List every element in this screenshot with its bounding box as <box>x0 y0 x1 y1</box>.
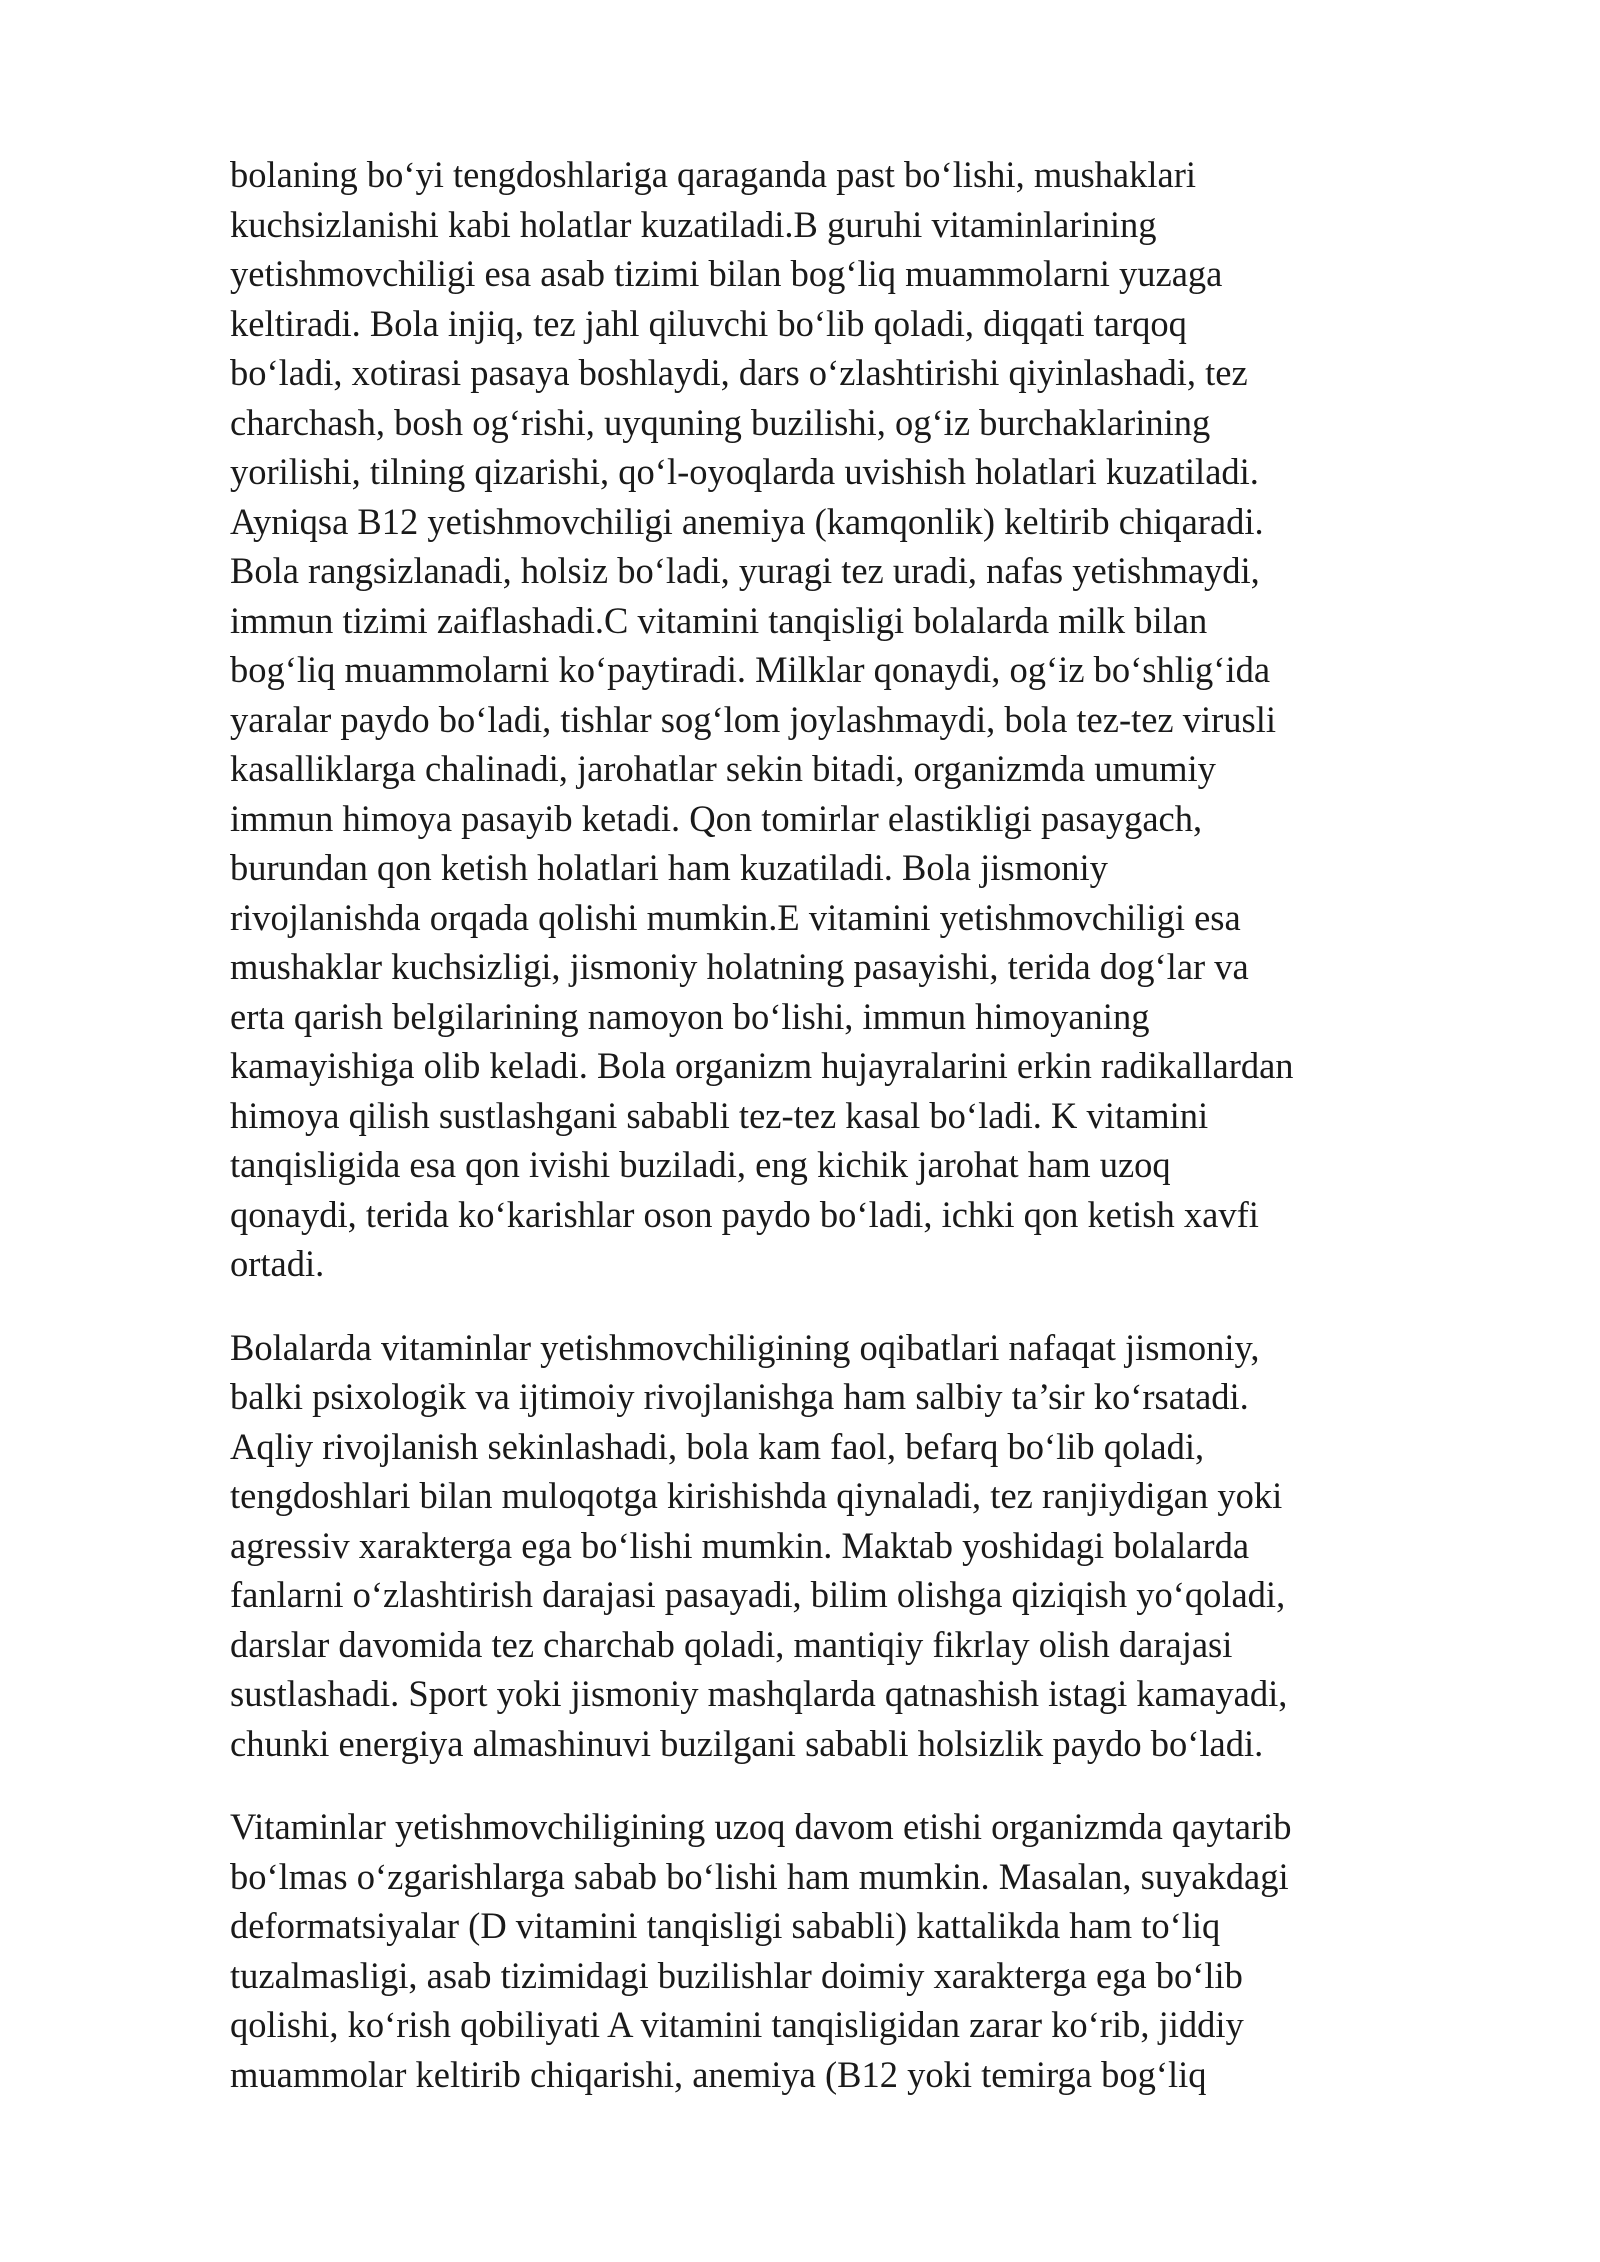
text-line: balki psixologik va ijtimoiy rivojlanishga ham salbiy ta’sir ko‘rsatadi. <box>230 1376 1249 1417</box>
text-line: burundan qon ketish holatlari ham kuzatiladi. Bola jismoniy <box>230 847 1108 888</box>
text-line: bo‘lmas o‘zgarishlarga sabab bo‘lishi ham mumkin. Masalan, suyakdagi <box>230 1855 1289 1897</box>
text-line: bog‘liq muammolarni ko‘paytiradi. Milklar qonaydi, og‘iz bo‘shlig‘ida <box>230 649 1271 690</box>
text-line: fanlarni o‘zlashtirish darajasi pasayadi, bilim olishga qiziqish yo‘qoladi, <box>230 1574 1286 1615</box>
paragraph <box>230 150 1530 1289</box>
text-line: sustlashadi. Sport yoki jismoniy mashqlarda qatnashish istagi kamayadi, <box>230 1673 1288 1714</box>
text-line: qolishi, ko‘rish qobiliyati A vitamini tanqisligidan zarar ko‘rib, jiddiy <box>230 2004 1244 2045</box>
text-line: ortadi. <box>230 1243 325 1284</box>
document-body <box>230 150 1530 2099</box>
text-line: Aqliy rivojlanish sekinlashadi, bola kam faol, befarq bo‘lib qoladi, <box>230 1425 1205 1467</box>
text-line: deformatsiyalar (D vitamini tanqisligi sababli) kattalikda ham to‘liq <box>230 1905 1221 1946</box>
text-line: muammolar keltirib chiqarishi, anemiya (B12 yoki temirga bog‘liq <box>230 2053 1207 2095</box>
text-line: charchash, bosh og‘rishi, uyquning buzilishi, og‘iz burchaklarining <box>230 401 1211 443</box>
text-line: qonaydi, terida ko‘karishlar oson paydo bo‘ladi, ichki qon ketish xavfi <box>230 1193 1259 1235</box>
text-line: darslar davomida tez charchab qoladi, mantiqiy fikrlay olish darajasi <box>230 1623 1233 1665</box>
text-line: kuchsizlanishi kabi holatlar kuzatiladi.B guruhi vitaminlarining <box>230 203 1157 245</box>
text-line: Bolalarda vitaminlar yetishmovchiligining oqibatlari nafaqat jismoniy, <box>230 1326 1260 1368</box>
text-line: mushaklar kuchsizligi, jismoniy holatning pasayishi, terida dog‘lar va <box>230 946 1249 987</box>
text-line: kamayishiga olib keladi. Bola organizm hujayralarini erkin radikallardan <box>230 1045 1294 1086</box>
text-line: Vitaminlar yetishmovchiligining uzoq davom etishi organizmda qaytarib <box>230 1806 1292 1847</box>
text-line: agressiv xarakterga ega bo‘lishi mumkin. Maktab yoshidagi bolalarda <box>230 1524 1250 1566</box>
text-line: bo‘ladi, xotirasi pasaya boshlaydi, dars o‘zlashtirishi qiyinlashadi, tez <box>230 352 1248 393</box>
text-line: Bola rangsizlanadi, holsiz bo‘ladi, yuragi tez uradi, nafas yetishmaydi, <box>230 550 1260 591</box>
text-line: bolaning bo‘yi tengdoshlariga qaraganda past bo‘lishi, mushaklari <box>230 154 1197 195</box>
text-line: yorilishi, tilning qizarishi, qo‘l-oyoqlarda uvishish holatlari kuzatiladi. <box>230 451 1259 492</box>
text-line: tengdoshlari bilan muloqotga kirishishda qiynaladi, tez ranjiydigan yoki <box>230 1475 1283 1516</box>
text-line: immun tizimi zaiflashadi.C vitamini tanqisligi bolalarda milk bilan <box>230 599 1208 641</box>
paragraph <box>230 1802 1530 2099</box>
text-line: yetishmovchiligi esa asab tizimi bilan bog‘liq muammolarni yuzaga <box>230 253 1223 294</box>
text-line: himoya qilish sustlashgani sababli tez-tez kasal bo‘ladi. K vitamini <box>230 1094 1209 1136</box>
text-line: chunki energiya almashinuvi buzilgani sababli holsizlik paydo bo‘ladi. <box>230 1722 1264 1764</box>
text-line: tuzalmasligi, asab tizimidagi buzilishlar doimiy xarakterga ega bo‘lib <box>230 1954 1243 1996</box>
paragraph <box>230 1323 1530 1769</box>
text-line: rivojlanishda orqada qolishi mumkin.E vitamini yetishmovchiligi esa <box>230 896 1241 938</box>
text-line: keltiradi. Bola injiq, tez jahl qiluvchi bo‘lib qoladi, diqqati tarqoq <box>230 302 1187 344</box>
text-line: kasalliklarga chalinadi, jarohatlar sekin bitadi, organizmda umumiy <box>230 748 1216 789</box>
text-line: Ayniqsa B12 yetishmovchiligi anemiya (kamqonlik) keltirib chiqaradi. <box>230 500 1264 542</box>
text-line: immun himoya pasayib ketadi. Qon tomirlar elastikligi pasaygach, <box>230 797 1203 839</box>
text-line: tanqisligida esa qon ivishi buziladi, eng kichik jarohat ham uzoq <box>230 1144 1171 1185</box>
text-line: erta qarish belgilarining namoyon bo‘lishi, immun himoyaning <box>230 995 1150 1037</box>
text-line: yaralar paydo bo‘ladi, tishlar sog‘lom joylashmaydi, bola tez-tez virusli <box>230 698 1277 740</box>
